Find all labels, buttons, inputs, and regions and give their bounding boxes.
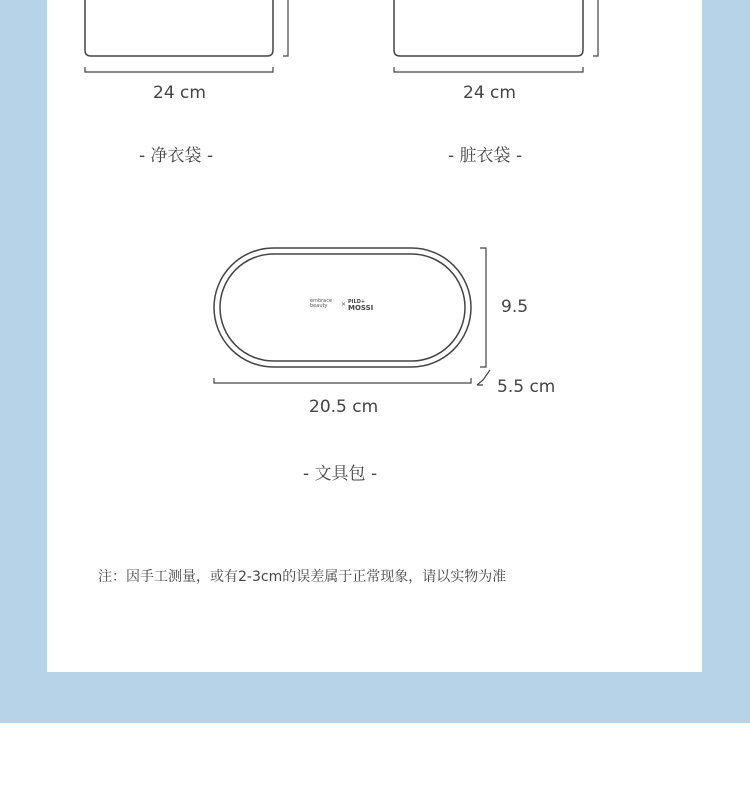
dirty-bag-height-line (593, 0, 598, 56)
dirty-bag-caption: - 脏衣袋 - (448, 146, 523, 166)
pencil-case-width-label: 20.5 cm (309, 397, 379, 417)
measurement-note: 注：因手工测量，或有2-3cm的误差属于正常现象，请以实物为准 (98, 569, 507, 585)
pencil-case-height-line (480, 248, 486, 367)
pencil-case-caption: - 文具包 - (303, 464, 378, 484)
pencil-case-width-line (214, 378, 471, 383)
logo-cross: × (341, 301, 347, 308)
pencil-case-depth-line (477, 370, 490, 385)
clean-bag-outline (85, 0, 273, 56)
clean-bag-width-label: 24 cm (153, 83, 206, 103)
clean-bag-width-line (85, 67, 273, 72)
pencil-case-logo (310, 299, 380, 315)
logo-left-line1: embrace (310, 298, 333, 304)
clean-bag-height-line (283, 0, 288, 56)
pencil-case-depth-label: 5.5 cm (497, 377, 556, 397)
logo-right-line2: MOSSI (348, 304, 374, 312)
dirty-bag-width-line (394, 67, 583, 72)
pencil-case-height-label: 9.5 (501, 297, 529, 317)
logo-right-line1: PILD+ (348, 299, 366, 305)
dirty-bag-outline (394, 0, 583, 56)
clean-bag-caption: - 净衣袋 - (139, 146, 214, 166)
logo-left-line2: beauty (310, 303, 328, 309)
dirty-bag-width-label: 24 cm (463, 83, 516, 103)
